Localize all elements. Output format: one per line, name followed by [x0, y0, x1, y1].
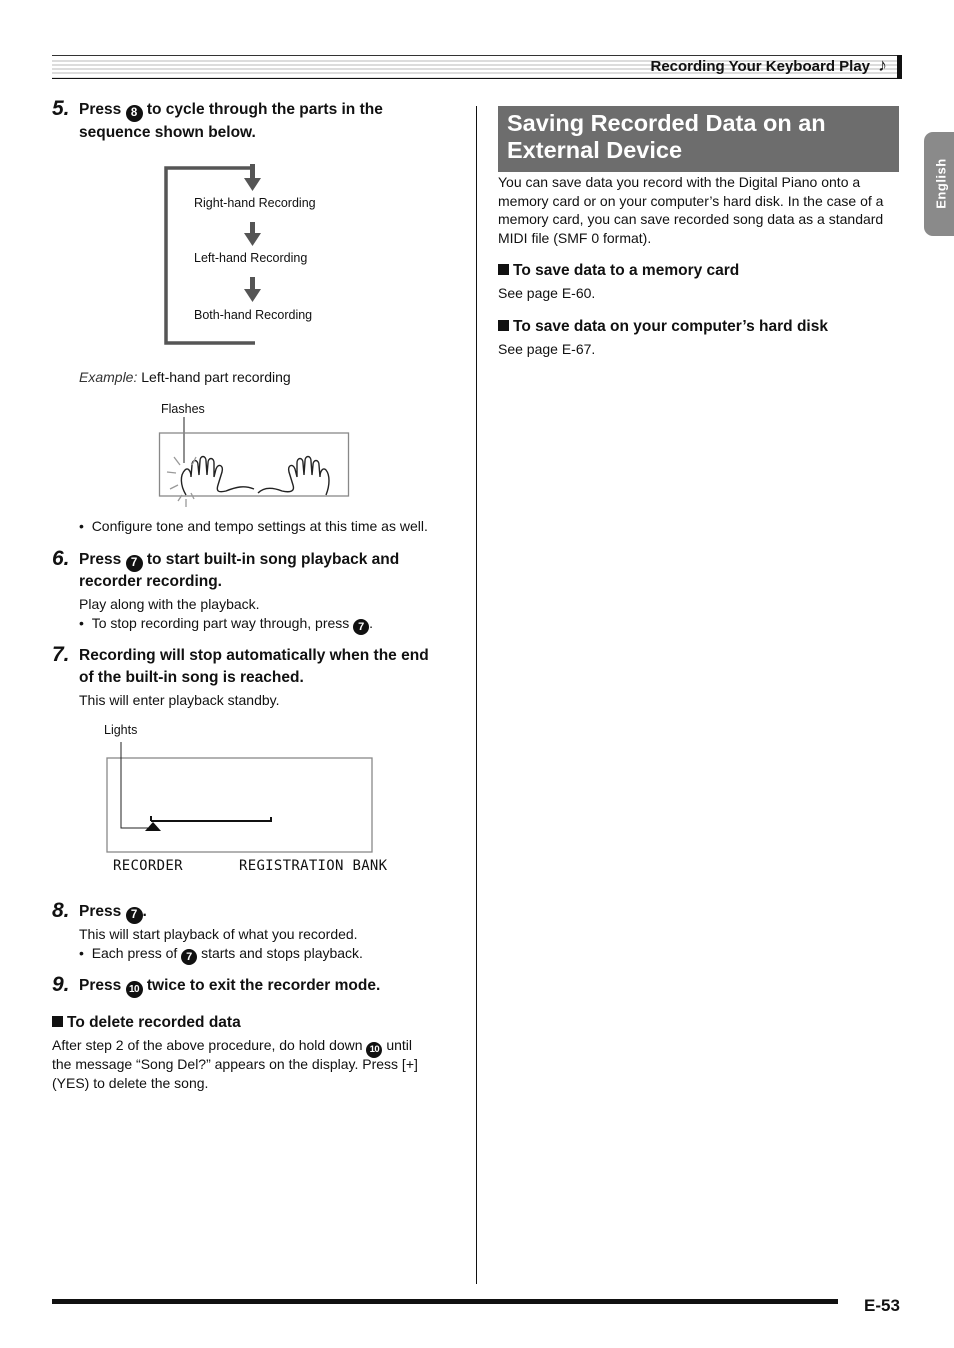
step-6-line1 — [79, 549, 399, 572]
step-8-bullet-pre: Each press of — [91, 945, 178, 961]
hard-disk-ref: See page E-67. — [498, 341, 596, 357]
header-end-bar — [897, 55, 902, 79]
language-tab-label: English — [933, 158, 949, 209]
page-number: E-53 — [864, 1296, 900, 1315]
intro-line: memory card, you can save recorded song data as a standard — [498, 211, 884, 228]
section-title-line1: Saving Recorded Data on an — [507, 110, 826, 136]
bullet-mark: • — [79, 518, 92, 534]
flow-item-right-hand: Right-hand Recording — [194, 196, 316, 210]
square-bullet-icon — [498, 264, 509, 275]
step-5-line1 — [79, 99, 383, 122]
example-line — [79, 368, 291, 387]
button-10-icon: 10 — [366, 1042, 382, 1058]
lights-callout: Lights — [104, 723, 138, 737]
memory-card-heading — [498, 262, 739, 280]
flashes-callout: Flashes — [161, 402, 205, 416]
delete-line3: (YES) to delete the song. — [52, 1075, 209, 1091]
recorder-display-figure — [100, 740, 380, 858]
step-8-post: . — [142, 903, 147, 920]
step-6-body: Play along with the playback. — [79, 596, 260, 612]
step-8-line1 — [79, 901, 147, 924]
button-8-icon: 8 — [126, 105, 143, 122]
registration-bank-label: REGISTRATION BANK — [239, 858, 388, 874]
intro-paragraph — [498, 173, 908, 248]
delete-line1-pre: After step 2 of the above procedure, do hold down — [52, 1037, 363, 1053]
memory-card-ref: See page E-60. — [498, 285, 596, 301]
intro-line: MIDI file (SMF 0 format). — [498, 230, 652, 247]
section-title-line2: External Device — [507, 137, 683, 163]
down-arrow-icon — [244, 277, 261, 302]
step-6-bullet — [79, 614, 373, 635]
step-8-number: 8. — [52, 899, 70, 922]
recorder-label: RECORDER — [113, 858, 183, 874]
header-title: Recording Your Keyboard Play — [650, 58, 870, 75]
indicator-triangle-icon — [145, 822, 161, 831]
button-10-icon: 10 — [126, 981, 143, 998]
bullet-mark: • — [79, 945, 92, 961]
step-8-bullet-post: starts and stops playback. — [201, 945, 363, 961]
left-hand-display-figure — [158, 415, 352, 511]
square-bullet-icon — [498, 320, 509, 331]
step-7-number: 7. — [52, 643, 70, 666]
hard-disk-heading-text: To save data on your computer’s hard disk — [513, 318, 828, 335]
step-9-post: twice to exit the recorder mode. — [146, 977, 381, 994]
intro-line: You can save data you record with the Digital Piano onto a — [498, 174, 861, 190]
delete-line1-post: until — [386, 1037, 413, 1053]
config-bullet — [79, 517, 428, 536]
step-8-pre: Press — [79, 903, 122, 920]
config-bullet-text: Configure tone and tempo settings at this time as well. — [91, 518, 428, 534]
button-7-icon: 7 — [126, 907, 143, 924]
step-6-pre: Press — [79, 551, 122, 568]
step-5-post: to cycle through the parts in the — [146, 101, 383, 118]
step-5-pre: Press — [79, 101, 122, 118]
button-7-icon: 7 — [126, 555, 143, 572]
left-hand-icon — [181, 457, 254, 496]
section-title — [498, 106, 899, 172]
step-8-body: This will start playback of what you recorded. — [79, 926, 358, 942]
language-tab — [924, 132, 954, 236]
button-7-icon: 7 — [181, 949, 197, 965]
music-note-icon: ♪ — [878, 55, 887, 75]
step-6-bullet-post: . — [369, 615, 374, 631]
flow-item-left-hand: Left-hand Recording — [194, 251, 308, 265]
delete-heading — [52, 1014, 241, 1032]
down-arrow-icon — [244, 222, 261, 246]
step-6-number: 6. — [52, 547, 70, 570]
footer-rule — [52, 1299, 838, 1304]
column-divider — [476, 106, 477, 1284]
delete-heading-text: To delete recorded data — [67, 1014, 241, 1031]
button-7-icon: 7 — [353, 619, 369, 635]
memory-card-heading-text: To save data to a memory card — [513, 262, 740, 279]
step-9-line1 — [79, 975, 380, 998]
step-5-line2: sequence shown below. — [79, 124, 256, 141]
step-6-line2: recorder recording. — [79, 573, 222, 590]
flow-item-both-hand: Both-hand Recording — [194, 308, 313, 322]
square-bullet-icon — [52, 1016, 63, 1027]
intro-line: memory card or on your computer’s hard disk. In the case of a — [498, 192, 884, 209]
step-8-bullet — [79, 944, 363, 965]
step-6-post: to start built-in song playback and — [146, 551, 400, 568]
hard-disk-heading — [498, 318, 828, 336]
example-text: Left-hand part recording — [141, 369, 291, 385]
step-7-line2: of the built-in song is reached. — [79, 669, 304, 686]
delete-line2: the message “Song Del?” appears on the display. Press [+] — [52, 1056, 418, 1072]
bullet-mark: • — [79, 615, 92, 631]
step-9-pre: Press — [79, 977, 122, 994]
step-5-number: 5. — [52, 97, 70, 120]
step-7-body: This will enter playback standby. — [79, 692, 280, 708]
step-6-bullet-pre: To stop recording part way through, press — [91, 615, 350, 631]
step-9-number: 9. — [52, 973, 70, 996]
step-7-line1: Recording will stop automatically when the end — [79, 647, 429, 664]
example-label: Example: — [79, 369, 138, 385]
right-hand-icon — [258, 457, 329, 496]
